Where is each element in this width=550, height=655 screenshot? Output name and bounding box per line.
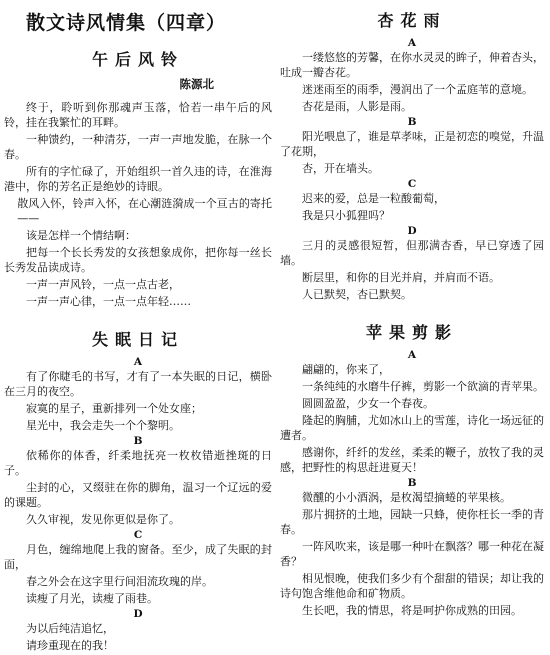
poem-line: 寂寞的星子，重新排列一个处女座；: [26, 402, 202, 415]
poem-line: 一阵风吹来，该是哪一种叶在飘落？哪一种花在凝香？: [280, 540, 544, 568]
poem-body-noon-windchime: [4, 100, 272, 309]
poem-body-apple-silhouette: [280, 349, 544, 618]
poem-title-noon-windchime: 午后风铃: [91, 50, 184, 69]
poem-line: 翩翩的，你来了，: [302, 363, 390, 376]
poem-line: 我是只小狐狸吗？: [302, 209, 390, 222]
section-marker-c: C: [407, 178, 417, 190]
poem-line: 所有的字忙碌了，开始组织一首久违的诗，在淮海港中，你的芳名正是绝妙的诗眼。: [4, 165, 272, 193]
left-column: [4, 0, 272, 655]
section-marker-a: A: [407, 349, 417, 361]
poem-line: 迷迷雨至的雨季，漫润出了一个孟庭苇的意境。: [302, 83, 533, 96]
section-marker-a: A: [407, 37, 417, 49]
poem-line: 那片拥挤的土地，园缺一只蜂，使你枉长一季的青春。: [280, 508, 544, 536]
poem-line: 有了你睫毛的书写，才有了一本失眠的日记，横卧在三月的夜空。: [4, 370, 272, 398]
poem-line: 感谢你，纤纤的发丝，柔柔的鞭子，放牧了我的灵感，把野性的构思赶进夏天！: [280, 446, 544, 474]
section-marker-b: B: [407, 477, 417, 489]
poem-line: 一声一声风铃，一点一点古老，: [26, 278, 180, 291]
section-marker-b: B: [133, 435, 143, 447]
collection-title: 散文诗风情集（四章）: [26, 12, 227, 34]
poem-line: 杏花是雨，人影是雨。: [302, 100, 412, 113]
poem-line: 一条纯纯的水磨牛仔裤，剪影一个欲滴的青苹果。: [302, 380, 544, 393]
poem-line: 杏，开在墙头。: [302, 162, 379, 175]
poem-line: 春之外会在这字里行间泪流玫瑰的岸。: [26, 575, 213, 588]
poem-line: 依稀你的体香，纤柔地抚亮一枚枚错逝挫斑的日子。: [4, 449, 272, 477]
author-name: 陈源北: [179, 77, 214, 91]
poem-line: 生长吧，我的情思，将是呵护你成熟的田园。: [302, 604, 522, 617]
poem-line: 微醺的小小酒涡，是枚渴望摘蜷的苹果核。: [302, 491, 511, 504]
poem-line: 断层里，和你的目光并肩，并肩而不语。: [302, 271, 500, 284]
section-marker-d: D: [407, 225, 417, 237]
poem-line: 一种馈约，一种清芬，一声一声地发脆，在脉一个春。: [4, 133, 272, 161]
poem-title-apple-silhouette: 苹果剪影: [365, 323, 458, 342]
poem-line: 把每一个长长秀发的女孩想象成你，把你每一丝长长秀发品读成诗。: [4, 246, 272, 274]
poem-line: 该是怎样一个情结啊：: [26, 229, 136, 242]
section-marker-d: D: [133, 608, 143, 620]
poem-line: 圆圆盈盈，少女一个春夜。: [302, 397, 434, 410]
poem-line: 读瘦了月光，读瘦了雨巷。: [26, 592, 158, 605]
poem-line: 尘封的心，又缀驻在你的脚角，温习一个辽远的爱的课题。: [4, 481, 272, 509]
poem-line: 为以后纯洁追忆，: [26, 622, 114, 635]
poem-line: 一声一声心律，一点一点年轻……: [26, 295, 191, 308]
poem-line: 久久审视，发见你更似是你了。: [26, 513, 180, 526]
section-marker-a: A: [133, 356, 143, 368]
poem-line: 终于，聆听到你那魂声玉落，恰若一串午后的风铃，挂在我繁忙的耳畔。: [4, 101, 272, 129]
poem-line: 相见恨晚，使我们多少有个甜甜的错误；却让我的诗句饱含维他命和矿物质。: [280, 572, 544, 600]
poem-body-insomnia-diary: [4, 356, 272, 653]
right-column: [280, 0, 544, 620]
poem-title-apricot-rain: 杏花雨: [377, 11, 447, 30]
poem-line: 月色，缠绵地爬上我的窗备。至少，成了失眠的封面，: [4, 543, 272, 571]
section-marker-b: B: [407, 116, 417, 128]
poem-line: 散风入怀，铃声入怀，在心潮涟漪成一个亘古的寄托——: [17, 197, 272, 225]
poem-line: 迟来的爱，总是一粒酸葡萄，: [302, 192, 445, 205]
poem-line: 阳光喂息了，谁是草孝味，正是初恋的嗅觉，升温了花期，: [280, 130, 544, 158]
poem-line: 一缕悠悠的芳馨，在你水灵灵的眸子，伸着杏头，吐成一瓣杏花。: [280, 51, 544, 79]
poem-line: 星光中，我会走失一个个黎明。: [26, 419, 180, 432]
section-marker-c: C: [133, 529, 143, 541]
poem-line: 人已默契，杏已默契。: [302, 288, 412, 301]
poem-line: 隆起的胸脯，尤如冰山上的雪莲，诗化一场远征的遭者。: [280, 414, 544, 442]
poem-line: 请珍重现在的我！: [26, 639, 114, 652]
poem-title-insomnia-diary: 失眠日记: [91, 330, 184, 349]
poem-body-apricot-rain: [280, 37, 544, 302]
poem-line: 三月的灵感很短暂，但那满杏香，早已穿透了园墙。: [280, 239, 544, 267]
